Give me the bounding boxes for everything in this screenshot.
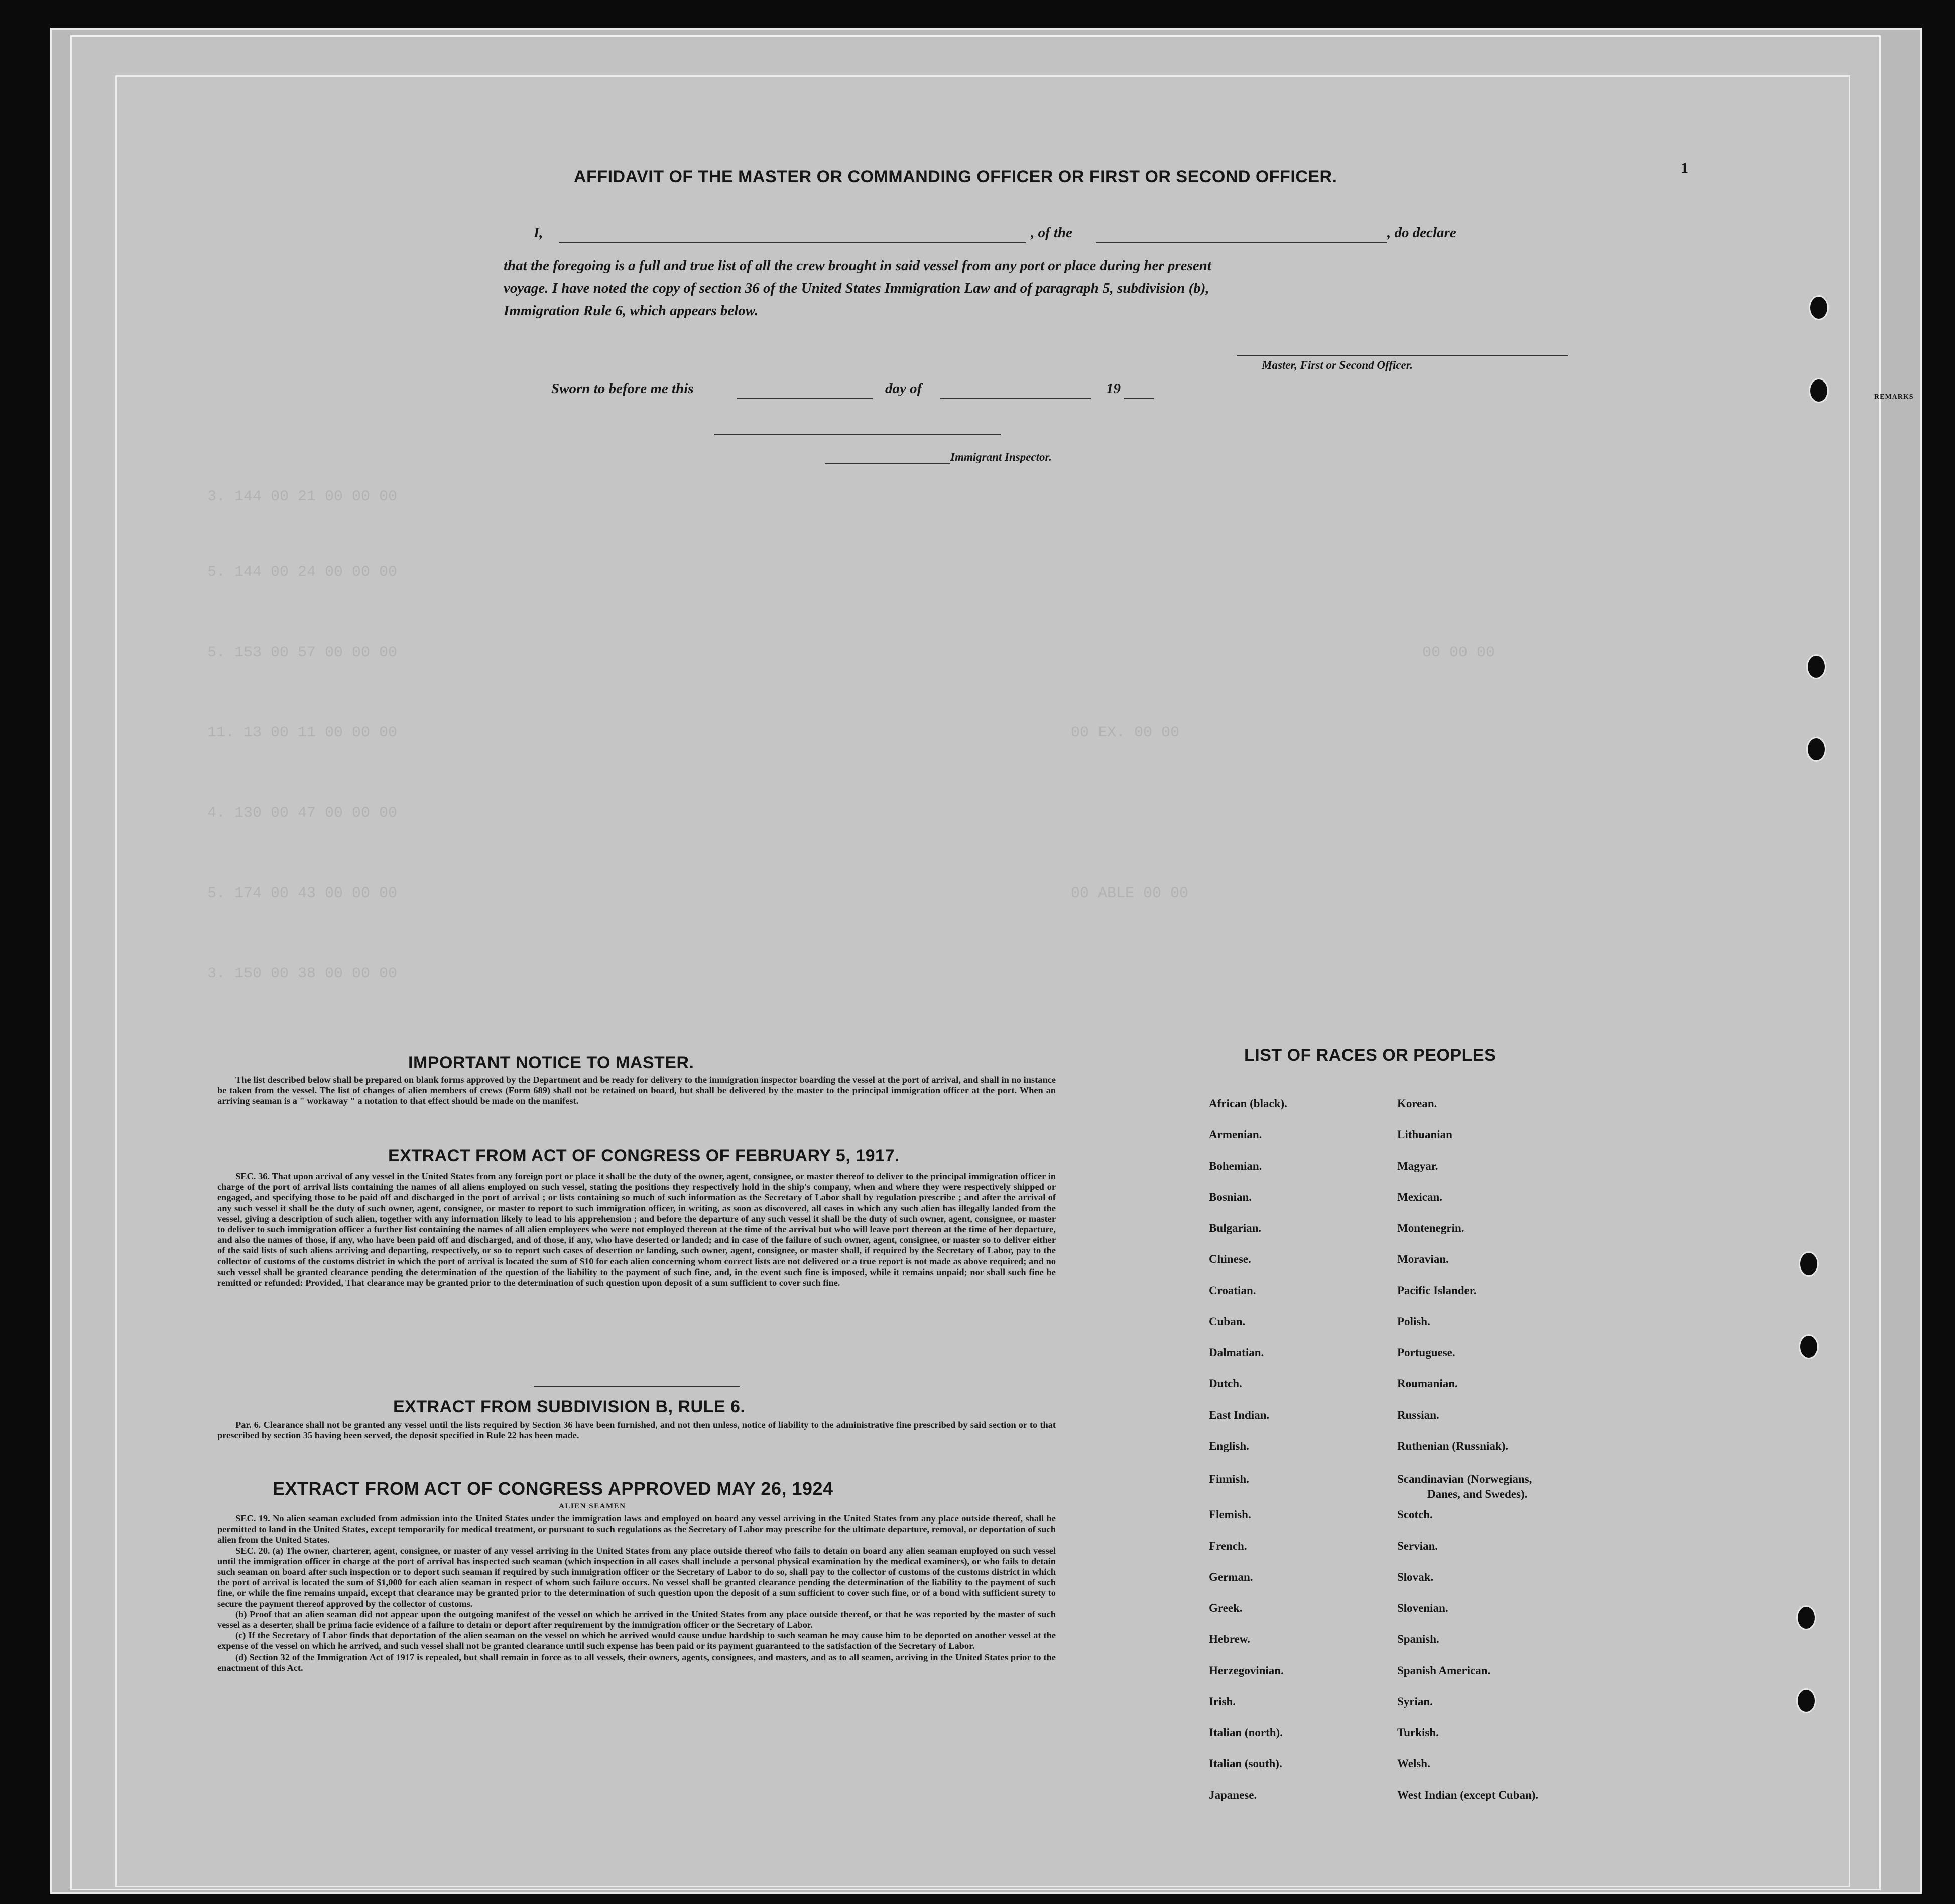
day-of-label: day of [885,380,922,397]
sec20c-text: (c) If the Secretary of Labor finds that deportation of the alien seaman on the vessel on which he arrived would cause undue hardship to such seaman he may cause him to be deported on another vessel at the expense of the vessel on which he arrived, and such vessel shall not be granted clearance until such expense has been paid or its payment guaranteed to the satisfaction of the Secretary of Labor. [217,1630,1056,1652]
affidavit-heading: AFFIDAVIT OF THE MASTER OR COMMANDING OFFICER OR FIRST OR SECOND OFFICER. [574,167,1337,186]
race-right-item-continued: Danes, and Swedes). [1427,1488,1528,1500]
notice-text-block [217,1075,1056,1107]
binder-hole [1799,1251,1819,1277]
race-left-item: English. [1209,1440,1249,1452]
race-left-item: Dalmatian. [1209,1346,1264,1359]
page-mark: 1 [1681,160,1688,176]
race-left-item: Cuban. [1209,1315,1246,1328]
race-left-item: German. [1209,1571,1253,1583]
affidavit-line-4: Immigration Rule 6, which appears below. [504,303,759,319]
race-left-item: Bulgarian. [1209,1222,1262,1234]
extract-1924-text-block [217,1513,1056,1673]
extract-1917-text: SEC. 36. That upon arrival of any vessel in the United States from any foreign port or place it shall be the duty of the owner, agent, consignee, or master thereof to deliver to the principal immigration officer in charge of the port of arrival lists containing the names of all aliens employed on such vessel, stating the positions they respectively hold in the ship's company, when and where they were respectively shipped or engaged, and specifying those to be paid off and discharged in the port of arrival ; or lists containing so much of such information as the Secretary of Labor shall by regulation prescribe ; and after the arrival of any such vessel it shall be the duty of such owner, agent, consignee, or master to report to such immigration officer, in writing, as soon as discovered, all cases in which any such alien has illegally landed from the vessel, giving a description of such alien, together with any information likely to lead to his apprehension ; and before the departure of any such vessel it shall be the duty of such owner, agent, consignee, or master to deliver to such immigration officer a further list containing the names of all alien employees who were not employed thereon at the time of the arrival but who will leave port thereon at the time of her departure, and also the names of those, if any, who have been paid off and discharged, and of those, if any, who have deserted or landed; and in case of the failure of such owner, agent, consignee, or master so to deliver either of the said lists of such aliens arriving and departing, respectively, or so to report such cases of desertion or landing, such owner, agent, consignee, or master shall, if required by the Secretary of Labor, pay to the collector of customs of the customs district in which the port of arrival is located the sum of $10 for each alien concerning whom correct lists are not delivered or a true report is not made as above required; and no such vessel shall be granted clearance pending the determination of the question of the liability to the payment of such fine, and, in the event such fine is imposed, while it remains unpaid; nor shall such fine be remitted or refunded: Provided, That clearance may be granted prior to the determination of such question upon deposit of a sum sufficient to cover such fine. [217,1171,1056,1288]
affidavit-i-label: I, [534,225,543,241]
binder-hole [1809,295,1829,320]
section-divider [534,1386,740,1387]
binder-hole [1796,1688,1816,1713]
race-left-item: Hebrew. [1209,1633,1250,1645]
race-right-item: Russian. [1397,1409,1439,1421]
extract-1917-text-block [217,1171,1056,1288]
subdivision-heading: EXTRACT FROM SUBDIVISION B, RULE 6. [393,1397,746,1416]
race-right-item: Pacific Islander. [1397,1284,1477,1297]
race-left-item: Flemish. [1209,1508,1251,1521]
race-left-item: Italian (north). [1209,1726,1283,1739]
race-right-item: Moravian. [1397,1253,1449,1265]
affidavit-declare-label: , do declare [1387,225,1456,241]
race-right-item: Roumanian. [1397,1377,1458,1390]
master-name-line [559,242,1026,243]
race-right-item: Lithuanian [1397,1128,1452,1141]
race-left-item: Japanese. [1209,1789,1257,1801]
races-heading: LIST OF RACES OR PEOPLES [1244,1046,1496,1065]
race-right-item: Scandinavian (Norwegians, [1397,1473,1532,1485]
race-left-item: Greek. [1209,1602,1243,1614]
race-left-item: French. [1209,1540,1247,1552]
race-left-item: East Indian. [1209,1409,1270,1421]
race-left-item: Italian (south). [1209,1757,1282,1770]
race-right-item: Portuguese. [1397,1346,1455,1359]
race-right-item: Servian. [1397,1540,1438,1552]
extract-1924-subheading: ALIEN SEAMEN [559,1502,626,1510]
binder-hole [1806,737,1826,762]
inspector-signature-line-short [825,463,950,464]
race-right-item: Spanish. [1397,1633,1439,1645]
race-left-item: Herzegovinian. [1209,1664,1284,1677]
race-right-item: Korean. [1397,1097,1437,1110]
year-label: 19 [1106,380,1121,397]
master-signature-line [1237,355,1568,356]
subdivision-text-block [217,1420,1056,1441]
sec20b-text: (b) Proof that an alien seaman did not appear upon the outgoing manifest of the vessel on which he arrived in the United States from any place outside thereof, or that he was reported by the master of such vessel as a deserter, shall be prima facie evidence of a failure to detain or deport after requirement by the immigration officer or the Secretary of Labor. [217,1609,1056,1630]
race-left-item: Chinese. [1209,1253,1251,1265]
race-right-item: Montenegrin. [1397,1222,1464,1234]
inspector-signature-line [714,434,1001,435]
notice-text: The list described below shall be prepared on blank forms approved by the Department and be ready for delivery to the immigration inspector boarding the vessel at the port of arrival, and shall in no instance be taken from the vessel. The list of changes of alien members of crews (Form 689) shall not be retained on board, but shall be delivered by the master to the principal immigration officer at the port. When an arriving seaman is a " workaway " a notation to that effect should be made on the manifest. [217,1075,1056,1106]
notice-heading: IMPORTANT NOTICE TO MASTER. [408,1053,694,1072]
race-left-item: Irish. [1209,1695,1236,1708]
sec20a-text: SEC. 20. (a) The owner, charterer, agent, consignee, or master of any vessel arriving in the United States from any place outside thereof who fails to detain on board any alien seaman employed on such vessel until the immigration officer in charge at the port of arrival has inspected such seaman (which inspection in all cases shall include a personal physical examination by the medical examiners), or who fails to detain such seaman on board after such inspection or to deport such seaman if required by such immigration officer or the Secretary of Labor to do so, shall pay to the collector of customs of the customs district in which the port of arrival is located the sum of $1,000 for each alien seaman in respect of whom such failure occurs. No vessel shall be granted clearance pending the determination of the liability to the payment of such fine, or while the fine remains unpaid, except that clearance may be granted prior to the determination of such question upon the deposit of a sum sufficient to cover such fine, or of a bond with sufficient surety to secure the payment thereof approved by the collector of customs. [217,1545,1056,1609]
sec20d-text: (d) Section 32 of the Immigration Act of 1917 is repealed, but shall remain in force as to all vessels, their owners, agents, consignees, and masters, and as to all seamen, arriving in the United States prior to the enactment of this Act. [217,1652,1056,1673]
race-left-item: Dutch. [1209,1377,1242,1390]
subdivision-text: Par. 6. Clearance shall not be granted any vessel until the lists required by Section 36 have been furnished, and not then unless, notice of liability to the administrative fine prescribed by said section or to that prescribed by section 35 having been served, the deposit specified in Rule 22 has been made. [217,1420,1056,1441]
inspector-label: Immigrant Inspector. [950,451,1052,463]
race-left-item: Bosnian. [1209,1191,1252,1203]
extract-1917-heading: EXTRACT FROM ACT OF CONGRESS OF FEBRUARY 5, 1917. [388,1146,900,1165]
vessel-name-line [1096,242,1387,243]
extract-1924-heading: EXTRACT FROM ACT OF CONGRESS APPROVED MAY 26, 1924 [273,1478,833,1499]
remarks-column-label: REMARKS [1874,393,1914,401]
race-right-item: West Indian (except Cuban). [1397,1789,1539,1801]
race-right-item: Turkish. [1397,1726,1439,1739]
sworn-label: Sworn to before me this [551,380,694,397]
race-right-item: Ruthenian (Russniak). [1397,1440,1509,1452]
race-right-item: Mexican. [1397,1191,1443,1203]
race-left-item: Finnish. [1209,1473,1249,1485]
race-left-item: Croatian. [1209,1284,1256,1297]
race-left-item: Armenian. [1209,1128,1262,1141]
race-right-item: Slovak. [1397,1571,1434,1583]
race-right-item: Welsh. [1397,1757,1430,1770]
race-right-item: Spanish American. [1397,1664,1491,1677]
manifest-page: 3. 144 00 21 00 00 00 5. 144 00 24 00 00 00 5. 153 00 57 00 00 00 11. 13 00 11 00 00 00 4. 130 00 47 00 00 00 5. 174 00 43 00 00 00 3. 150 00 38 00 00 00 00 EX. 00 00 00 ABLE 00 00 00 00 00 AFFIDAVIT OF THE MASTER OR COMMANDING OFFICER OR FIRST OR SECOND OFFICER. I, , of the , do declare that the foregoing is a full and true list of all the crew brought in said vessel from any port or place during her present voyage. I have noted the copy of section 36 of the United States Immigration Law and of paragraph 5, subdivision (b), Immigration Rule 6, which appears below. Master, First or Second Officer. Sworn to before me this day of 19 Immigrant Inspector. 1 REMARKS IMPORTANT NOTICE TO MASTER. The list described below shall be prepared on blank forms approved by the Department and be ready for delivery to the immigration inspector boarding the vessel at the port of arrival, and shall in no instance be taken from the vessel. The list of changes of alien members of crews (Form 689) shall not be retained on board, but shall be delivered by the master to the principal immigration officer at the port. When an arriving seaman is a " workaway " a notation to that effect should be made on the manifest. EXTRACT FROM ACT OF CONGRESS OF FEBRUARY 5, 1917. SEC. 36. That upon arrival of any vessel in the United States from any foreign port or place it shall be the duty of the owner, agent, consignee, or master thereof to deliver to the principal immigration officer in charge of the port of arrival lists containing the names of all aliens employed on such vessel, stating the positions they respectively hold in the ship's company, when and where they were respectively shipped or engaged, and specifying those to be paid off and discharged in the port of arrival ; or lists containing so much of such information as the Secretary of Labor shall by regulation prescribe ; and after the arrival of any such vessel it shall be the duty of such owner, agent, consignee, or master to report to such immigration officer, in writing, as soon as discovered, all cases in which any such alien has illegally landed from the vessel, giving a description of such alien, together with any information likely to lead to his apprehension ; and before the departure of any such vessel it shall be the duty of such owner, agent, consignee, or master to deliver to such immigration officer a further list containing the names of all alien employees who were not employed thereon at the time of the arrival but who will leave port thereon at the time of her departure, and also the names of those, if any, who have been paid off and discharged, and of those, if any, who have deserted or landed; and in case of the failure of such owner, agent, consignee, or master so to deliver either of the said lists of such aliens arriving and departing, respectively, or so to report such cases of desertion or landing, such owner, agent, consignee, or master shall, if required by the Secretary of Labor, pay to the collector of customs of the customs district in which the port of arrival is located the sum of $10 for each alien concerning whom correct lists are not delivered or a true report is not made as above required; and no such vessel shall be granted clearance pending the determination of the question of the liability to the payment of such fine, and, in the event such fine is imposed, while it remains unpaid; nor shall such fine be remitted or refunded: Provided, That clearance may be granted prior to the determination of such question upon deposit of a sum sufficient to cover such fine. EXTRACT FROM SUBDIVISION B, RULE 6. Par. 6. Clearance shall not be granted any vessel until the lists required by Section 36 have been furnished, and not then unless, notice of liability to the administrative fine prescribed by said section or to that prescribed by section 35 having been served, the deposit specified in Rule 22 has been made. EXTRACT FROM ACT OF CONGRESS APPROVED MAY 26, 1924 ALIEN SEAMEN SEC. 19. No alien seaman excluded from admission into the United States under the immigration laws and employed on board any vessel arriving in the United States from any place outside thereof, shall be permitted to land in the United States, except temporarily for medical treatment, or pursuant to such regulations as the Secretary of Labor may prescribe for the ultimate departure, removal, or deportation of such alien from the United States. SEC. 20. (a) The owner, charterer, agent, consignee, or master of any vessel arriving in the United States from any place outside thereof who fails to detain on board any alien seaman employed on such vessel until the immigration officer in charge at the port of arrival has inspected such seaman (which inspection in all cases shall include a personal physical examination by the medical examiners), or who fails to detain such seaman on board after such inspection or to deport such seaman if required by such immigration officer or the Secretary of Labor to do so, shall pay to the collector of customs of the customs district in which the port of arrival is located the sum of $1,000 for each alien seaman in respect of whom such failure occurs. No vessel shall be granted clearance pending the determination of the liability to the payment of such fine, or while the fine remains unpaid, except that clearance may be granted prior to the determination of such question upon the deposit of a sum sufficient to cover such fine, or of a bond with sufficient surety to secure the payment thereof approved by the collector of customs. (b) Proof that an alien seaman did not appear upon the outgoing manifest of the vessel on which he arrived in the United States from any place outside thereof, or that he was reported by the master of such vessel as a deserter, shall be prima facie evidence of a failure to detain or deport after requirement by the immigration officer or the Secretary of Labor. (c) If the Secretary of Labor finds that deportation of the alien seaman on the vessel on which he arrived would cause undue hardship to such seaman he may cause him to be deported on another vessel at the expense of the vessel on which he arrived, and such vessel shall not be granted clearance until such expense has been paid or its payment guaranteed to the satisfaction of the Secretary of Labor. (d) Section 32 of the Immigration Act of 1917 is repealed, but shall remain in force as to all vessels, their owners, agents, consignees, and masters, and as to all seamen, arriving in the United States prior to the enactment of this Act. LIST OF RACES OR PEOPLES African (black). Armenian. Bohemian. Bosnian. Bulgarian. Chinese. Croatian. Cuban. Dalmatian. Dutch. East Indian. English. Finnish. Flemish. French. German. Greek. Hebrew. Herzegovinian. Irish. Italian (north). Italian (south). Japanese. Korean. Lithuanian Magyar. Mexican. Montenegrin. Moravian. Pacific Islander. Polish. Portuguese. Roumanian. Russian. Ruthenian (Russniak). Scandinavian (Norwegians, Danes, and Swedes). Scotch. Servian. Slovak. Slovenian. Spanish. Spanish American. Syrian. Turkish. Welsh. West Indian (except Cuban). [115,75,1850,1887]
race-right-item: Magyar. [1397,1160,1438,1172]
sworn-day-line [737,398,873,399]
sec19-text: SEC. 19. No alien seaman excluded from admission into the United States under the immigration laws and employed on board any vessel arriving in the United States from any place outside thereof, shall be permitted to land in the United States, except temporarily for medical treatment, or pursuant to such regulations as the Secretary of Labor may prescribe for the ultimate departure, removal, or deportation of such alien from the United States. [217,1513,1056,1545]
race-right-item: Slovenian. [1397,1602,1448,1614]
binder-hole [1809,378,1829,403]
binder-hole [1796,1605,1816,1630]
race-right-item: Syrian. [1397,1695,1433,1708]
master-signature-label: Master, First or Second Officer. [1262,359,1413,371]
race-right-item: Polish. [1397,1315,1430,1328]
race-right-item: Scotch. [1397,1508,1433,1521]
affidavit-line-2: that the foregoing is a full and true list of all the crew brought in said vessel from any port or place during her present [504,258,1211,274]
binder-hole [1806,654,1826,679]
sworn-year-line [1124,398,1154,399]
sworn-month-line [940,398,1091,399]
affidavit-of-the-label: , of the [1031,225,1072,241]
race-left-item: Bohemian. [1209,1160,1262,1172]
race-left-item: African (black). [1209,1097,1287,1110]
binder-hole [1799,1334,1819,1359]
affidavit-line-3: voyage. I have noted the copy of section 36 of the United States Immigration Law and of paragraph 5, subdivision (b), [504,280,1209,296]
